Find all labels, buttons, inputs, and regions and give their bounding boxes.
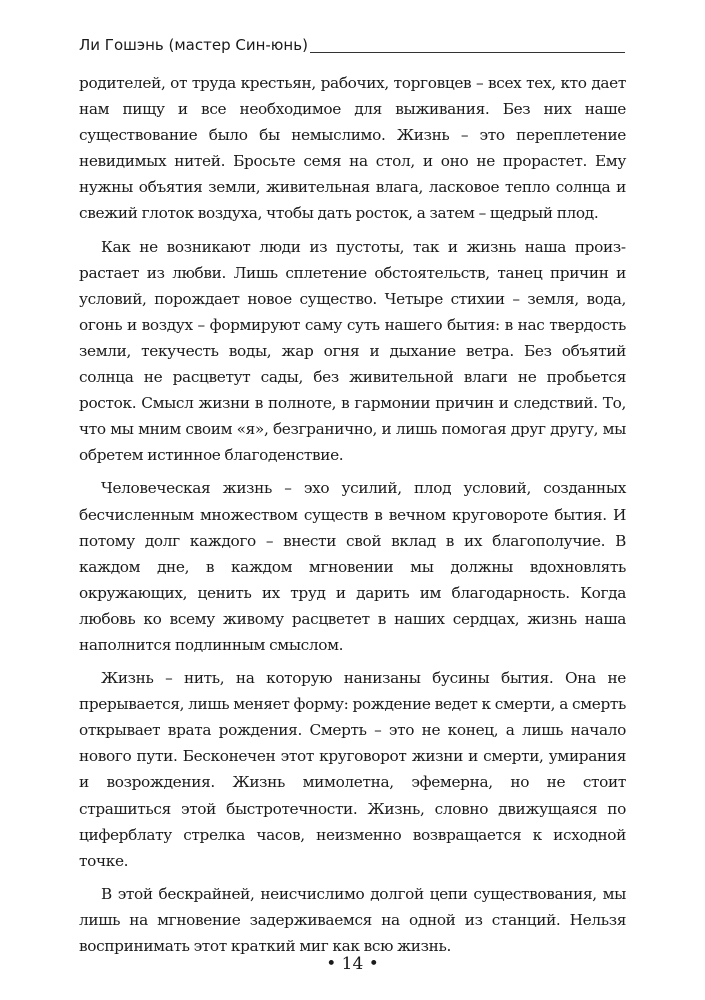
page-number: • 14 •: [326, 954, 379, 974]
paragraph-5: В этой бескрайней, неисчислимо долгой цепи существования, мы лишь на мгновение задерживаемся на одной из станций. Нельзя воспринимать этот краткий миг как всю жизнь.: [79, 884, 626, 955]
paragraph-1: родителей, от труда крестьян, рабочих, торговцев – всех тех, кто дает нам пищу и все необходимое для выживания. Без них наше существование было бы немыслимо. Жизнь – это переплетение невидимых нитей. Бросьте семя на стол, и оно не прорастет. Ему нужны объятия земли, живительная влага, ласковое тепло солнца и свежий глоток воздуха, чтобы дать росток, а затем – щедрый плод.: [79, 74, 626, 223]
body-text: [79, 70, 626, 966]
running-header: [79, 36, 625, 56]
paragraph-2: Как не возникают люди из пустоты, так и жизнь наша произрастает из любви. Лишь сплетение обстоятельств, танец причин и условий, порождает новое существо. Четыре стихии – земля, вода, огонь и воздух – формируют саму суть нашего бытия: в нас твердость земли, текучесть воды, жар огня и дыхание ветра. Без объятий солнца не расцветут сады, без живительной влаги не пробьется росток. Смысл жизни в полноте, в гармонии причин и следствий. То, что мы мним своим «я», безгранично, и лишь помогая друг другу, мы обретем истинное благоденствие.: [79, 237, 626, 465]
running-title: Ли Гошэнь (мастер Син-юнь): [79, 36, 308, 54]
paragraph-3: Человеческая жизнь – эхо усилий, плод условий, созданных бесчисленным множеством существ в вечном круговороте бытия. И потому долг каждого – внести свой вклад в их благополучие. В каждом дне, в каждом мгновении мы должны вдохновлять окружающих, ценить их труд и дарить им благодарность. Когда любовь ко всему живому расцветет в наших сердцах, жизнь наша наполнится подлинным смыслом.: [79, 479, 626, 654]
paragraph-4: Жизнь – нить, на которую нанизаны бусины бытия. Она не прерывается, лишь меняет форму: рождение ведет к смерти, а смерть открывает врата рождения. Смерть – это не конец, а лишь начало нового пути. Бесконечен этот круговорот жизни и смерти, умирания и возрождения. Жизнь мимолетна, эфемерна, но не стоит страшиться этой быстротечности. Жизнь, словно движущаяся по циферблату стрелка часов, неизменно возвращается к исходной точке.: [79, 669, 626, 870]
